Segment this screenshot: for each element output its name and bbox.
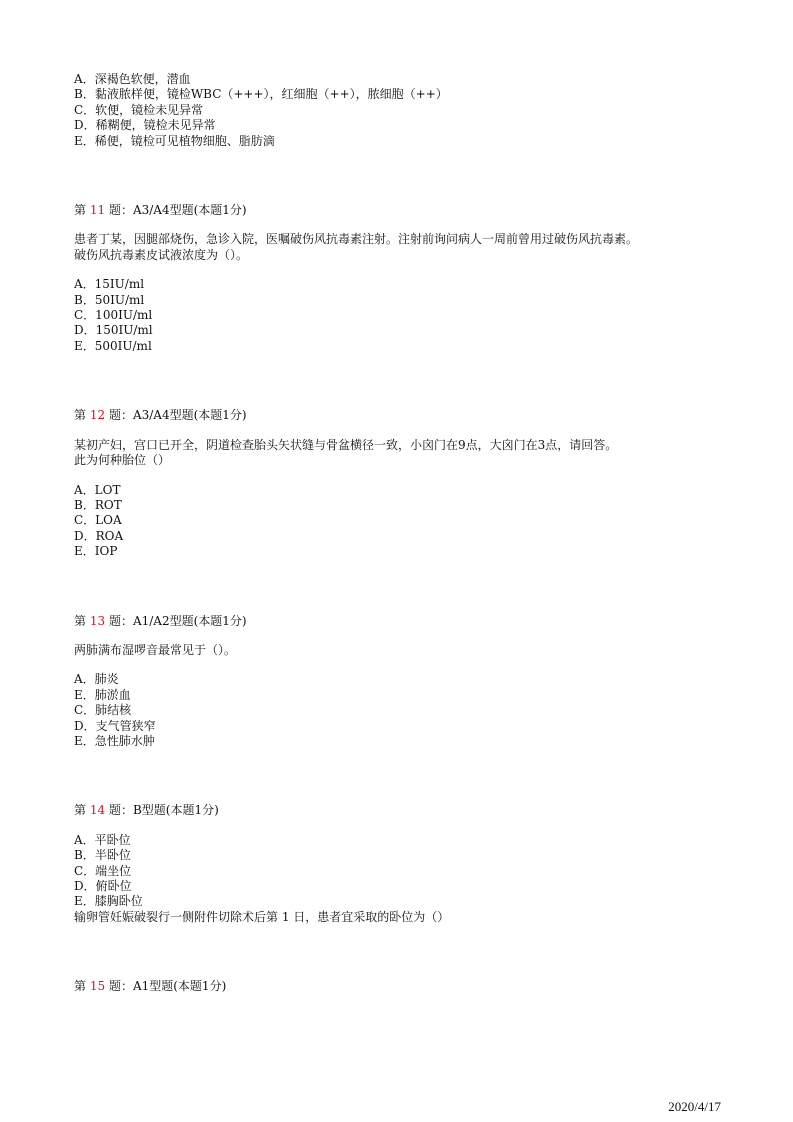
spacer	[74, 749, 754, 803]
question-type: 题：B型题(本题1分)	[108, 803, 219, 818]
question-10-options	[74, 72, 754, 149]
option-a: A．15IU/ml	[74, 277, 145, 292]
question-type: 题：A3/A4型题(本题1分)	[108, 408, 247, 423]
stem-line: 输卵管妊娠破裂行一侧附件切除术后第 1 日，患者宜采取的卧位为（）	[74, 909, 450, 924]
spacer	[74, 354, 754, 408]
question-number: 14	[89, 803, 106, 818]
stem-line: 患者丁某，因腿部烧伤，急诊入院，医嘱破伤风抗毒素注射。注射前询问病人一周前曾用过破伤风抗毒素。	[74, 232, 639, 247]
question-header	[74, 203, 754, 218]
option-e: E．膝胸卧位	[74, 894, 143, 909]
option-c: C．肺结核	[74, 703, 132, 718]
question-14	[74, 803, 754, 925]
question-15	[74, 979, 754, 994]
stem-line: 某初产妇，宫口已开全，阴道检查胎头矢状缝与骨盆横径一致，小囟门在9点，大囟门在3点，请回答。	[74, 437, 618, 452]
option-b: E．肺淤血	[74, 687, 131, 702]
question-prefix: 第	[74, 408, 87, 423]
option-e: E．500IU/ml	[74, 338, 152, 353]
page-footer-date: 2020/4/17	[668, 1098, 721, 1114]
question-stem	[74, 438, 754, 469]
question-prefix: 第	[74, 979, 87, 994]
option-d: D．稀糊便，镜检未见异常	[74, 118, 216, 133]
option-e: E．IOP	[74, 544, 118, 559]
option-b: B．50IU/ml	[74, 292, 145, 307]
option-d: D．ROA	[74, 528, 124, 543]
stem-line: 此为何种胎位（）	[74, 453, 171, 468]
question-header	[74, 614, 754, 629]
option-d: D．俯卧位	[74, 879, 132, 893]
option-c: C．端坐位	[74, 863, 132, 878]
option-e: E．急性肺水肿	[74, 733, 155, 748]
option-e: E．稀便，镜检可见植物细胞、脂肪滴	[74, 133, 275, 148]
question-options	[74, 277, 754, 354]
exam-page	[74, 72, 754, 995]
option-c: C．LOA	[74, 513, 122, 528]
question-options	[74, 483, 754, 560]
question-header	[74, 979, 754, 994]
question-prefix: 第	[74, 203, 87, 218]
spacer	[74, 925, 754, 979]
question-13	[74, 614, 754, 750]
option-a: A．深褐色软便，潜血	[74, 72, 191, 86]
option-a: A．平卧位	[74, 832, 131, 847]
question-number: 11	[89, 203, 106, 218]
question-type: 题：A3/A4型题(本题1分)	[108, 203, 247, 218]
option-b: B．黏液脓样便，镜检WBC（+++），红细胞（++），脓细胞（++）	[74, 87, 448, 102]
question-number: 15	[89, 979, 106, 994]
question-type: 题：A1/A2型题(本题1分)	[108, 613, 247, 628]
question-prefix: 第	[74, 613, 87, 628]
question-11	[74, 203, 754, 354]
question-options	[74, 833, 754, 910]
option-a: A．LOT	[74, 482, 121, 497]
question-options	[74, 672, 754, 749]
stem-line: 破伤风抗毒素皮试液浓度为（）。	[74, 247, 249, 262]
question-header	[74, 803, 754, 818]
question-number: 13	[89, 613, 106, 628]
option-b: B．半卧位	[74, 848, 131, 863]
option-c: C．软便，镜检未见异常	[74, 102, 204, 117]
question-number: 12	[89, 408, 106, 423]
option-d: D．支气管狭窄	[74, 718, 156, 733]
option-b: B．ROT	[74, 497, 122, 512]
question-header	[74, 408, 754, 423]
stem-line: 两肺满布湿啰音最常见于（）。	[74, 642, 237, 657]
spacer	[74, 560, 754, 614]
question-stem	[74, 643, 754, 658]
question-prefix: 第	[74, 803, 87, 818]
spacer	[74, 149, 754, 203]
option-c: C．100IU/ml	[74, 308, 153, 323]
option-d: D．150IU/ml	[74, 323, 153, 338]
question-stem	[74, 910, 754, 925]
question-stem	[74, 232, 754, 263]
question-type: 题：A1型题(本题1分)	[108, 979, 227, 994]
question-12	[74, 408, 754, 559]
option-a: A．肺炎	[74, 672, 119, 687]
